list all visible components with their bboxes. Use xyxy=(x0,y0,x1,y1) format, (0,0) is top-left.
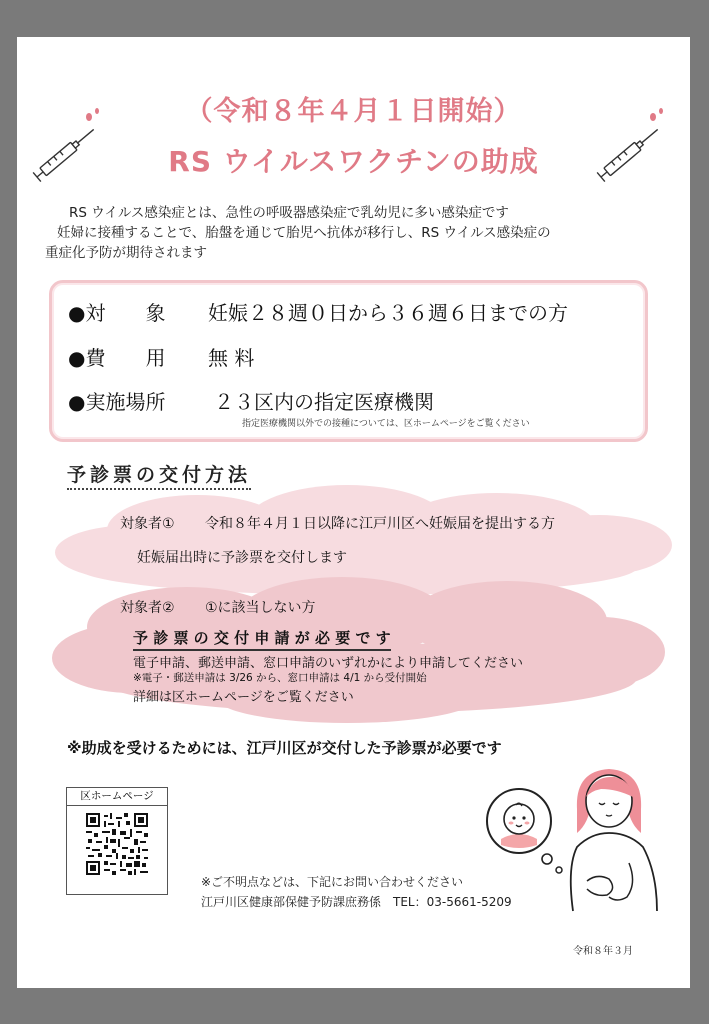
qr-code[interactable] xyxy=(86,813,148,875)
case1-detail: 妊娠届出時に予診票を交付します xyxy=(137,550,347,566)
info-row-place xyxy=(68,386,434,415)
case1-label: 対象者① xyxy=(120,516,175,532)
page-title: RS ウイルスワクチンの助成 xyxy=(168,145,539,178)
case2-label: 対象者② xyxy=(120,600,175,616)
info-value: 妊娠２８週０日から３６週６日までの方 xyxy=(208,301,568,325)
intro-line: RS ウイルス感染症とは、急性の呼吸器感染症で乳幼児に多い感染症です xyxy=(69,205,509,221)
contact-info: 江戸川区健康部保健予防課庶務係 TEL：03-5661-5209 xyxy=(201,895,512,909)
info-row-cost xyxy=(68,342,254,371)
case2-heading: 予 診 票 の 交 付 申 請 が 必 要 で す xyxy=(133,627,391,651)
info-label: ●実施場所 xyxy=(68,390,166,414)
case2-text: ①に該当しない方 xyxy=(205,600,316,616)
section-title: 予診票の交付方法 xyxy=(67,460,251,490)
info-value: ２３区内の指定医療機関 xyxy=(214,390,434,414)
case2-line: 詳細は区ホームページをご覧ください xyxy=(133,690,354,705)
case1-text: 令和８年４月１日以降に江戸川区へ妊娠届を提出する方 xyxy=(205,516,555,532)
contact-note: ※ご不明点などは、下記にお問い合わせください xyxy=(201,875,464,889)
issue-date: 令和８年３月 xyxy=(573,946,633,957)
info-box xyxy=(49,280,648,442)
case2-line: ※電子・郵送申請は 3/26 から、窓口申請は 4/1 から受付開始 xyxy=(133,672,427,684)
info-label: ●費 用 xyxy=(68,346,166,370)
case2-line: 電子申請、郵送申請、窓口申請のいずれかにより申請してください xyxy=(133,656,524,671)
info-note: 指定医療機関以外での接種については、区ホームページをご覧ください xyxy=(242,419,530,429)
intro-line: 重症化予防が期待されます xyxy=(45,245,207,261)
intro-line: 妊婦に接種することで、胎盤を通じて胎児へ抗体が移行し、RS ウイルス感染症の xyxy=(57,225,551,241)
baby-thought-bubble xyxy=(479,785,569,877)
info-value: 無 料 xyxy=(208,346,255,370)
intro-text xyxy=(45,203,677,263)
info-label: ●対 象 xyxy=(68,301,166,325)
warning-note: ※助成を受けるためには、江戸川区が交付した予診票が必要です xyxy=(67,739,502,757)
flyer-page xyxy=(17,37,690,988)
qr-box xyxy=(66,787,168,895)
info-row-target xyxy=(68,297,568,326)
qr-label: 区ホームページ xyxy=(67,788,167,806)
title-date: （令和８年４月１日開始） xyxy=(185,96,522,127)
pregnant-woman-illustration xyxy=(557,763,667,913)
